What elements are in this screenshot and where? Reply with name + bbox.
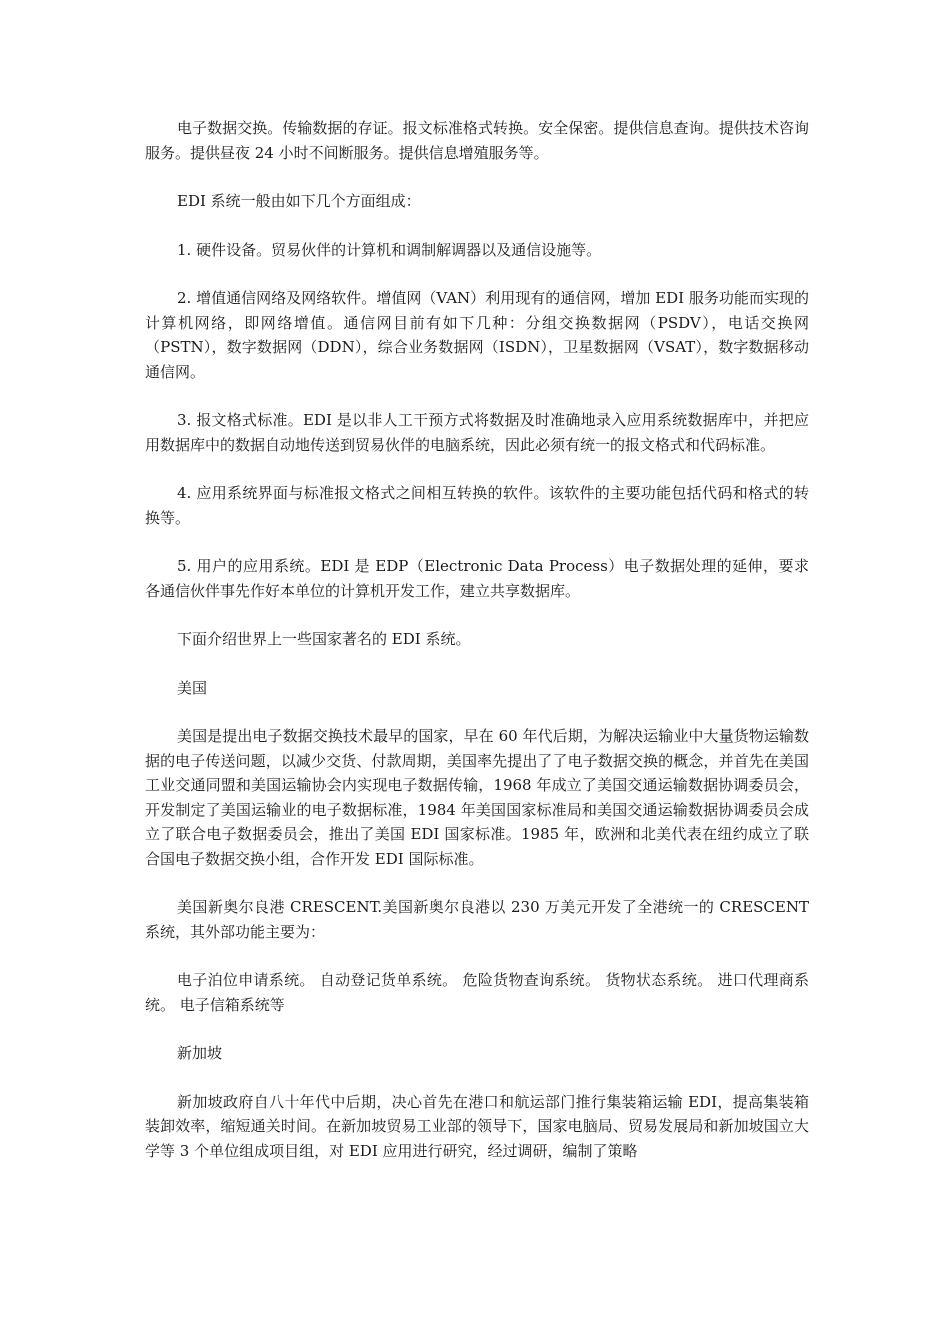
paragraph-network: 2. 增值通信网络及网络软件。增值网（VAN）利用现有的通信网，增加 EDI 服务功能而实现的计算机网络，即网络增值。通信网目前有如下几种：分组交换数据网（PSDV），电话交换网（PSTN），数字数据网（DDN），综合业务数据网（ISDN），卫星数据网（VSAT），数字数据移动通信网。 — [145, 289, 809, 381]
paragraph-services: 电子数据交换。传输数据的存证。报文标准格式转换。安全保密。提供信息查询。提供技术咨询服务。提供昼夜 24 小时不间断服务。提供信息增殖服务等。 — [145, 119, 809, 162]
document-page — [145, 116, 809, 1187]
paragraph-singapore: 新加坡政府自八十年代中后期，决心首先在港口和航运部门推行集装箱运输 EDI，提高集装箱装卸效率，缩短通关时间。在新加坡贸易工业部的领导下，国家电脑局、贸易发展局和新加坡国立大学等 3 个单位组成项目组，对 EDI 应用进行研究，经过调研，编制了策略 — [145, 1092, 809, 1160]
paragraph-crescent-functions: 电子泊位申请系统。 自动登记货单系统。 危险货物查询系统。 货物状态系统。 进口代理商系统。 电子信箱系统等 — [145, 971, 809, 1014]
paragraph-hardware: 1. 硬件设备。贸易伙伴的计算机和调制解调器以及通信设施等。 — [177, 240, 602, 259]
paragraph-new-orleans: 美国新奥尔良港 CRESCENT.美国新奥尔良港以 230 万美元开发了全港统一的 CRESCENT 系统，其外部功能主要为： — [145, 898, 809, 941]
section-heading-usa: 美国 — [177, 678, 208, 697]
paragraph-user-application: 5. 用户的应用系统。EDI 是 EDP（Electronic Data Process）电子数据处理的延伸，要求各通信伙伴事先作好本单位的计算机开发工作，建立共享数据库。 — [145, 557, 809, 600]
paragraph-countries-intro: 下面介绍世界上一些国家著名的 EDI 系统。 — [177, 630, 471, 648]
paragraph-message-standard: 3. 报文格式标准。EDI 是以非人工干预方式将数据及时准确地录入应用系统数据库中，并把应用数据库中的数据自动地传送到贸易伙伴的电脑系统，因此必须有统一的报文格式和代码标准。 — [145, 411, 809, 454]
paragraph-usa-history: 美国是提出电子数据交换技术最早的国家，早在 60 年代后期，为解决运输业中大量货物运输数据的电子传送问题，以减少交货、付款周期，美国率先提出了了电子数据交换的概念，并首先在美国工业交通同盟和美国运输协会内实现电子数据传输，1968 年成立了美国交通运输数据协调委员会，开发制定了美国运输业的电子数据标准，1984 年美国国家标准局和美国交通运输数据协调委员会成立了联合电子数据委员会，推出了美国 EDI 国家标准。1985 年，欧洲和北美代表在纽约成立了联合国电子数据交换小组，合作开发 EDI 国际标准。 — [145, 727, 809, 868]
section-heading-singapore: 新加坡 — [177, 1044, 223, 1062]
paragraph-conversion-software: 4. 应用系统界面与标准报文格式之间相互转换的软件。该软件的主要功能包括代码和格式的转换等。 — [145, 484, 809, 527]
paragraph-edi-components-intro: EDI 系统一般由如下几个方面组成： — [177, 192, 421, 210]
